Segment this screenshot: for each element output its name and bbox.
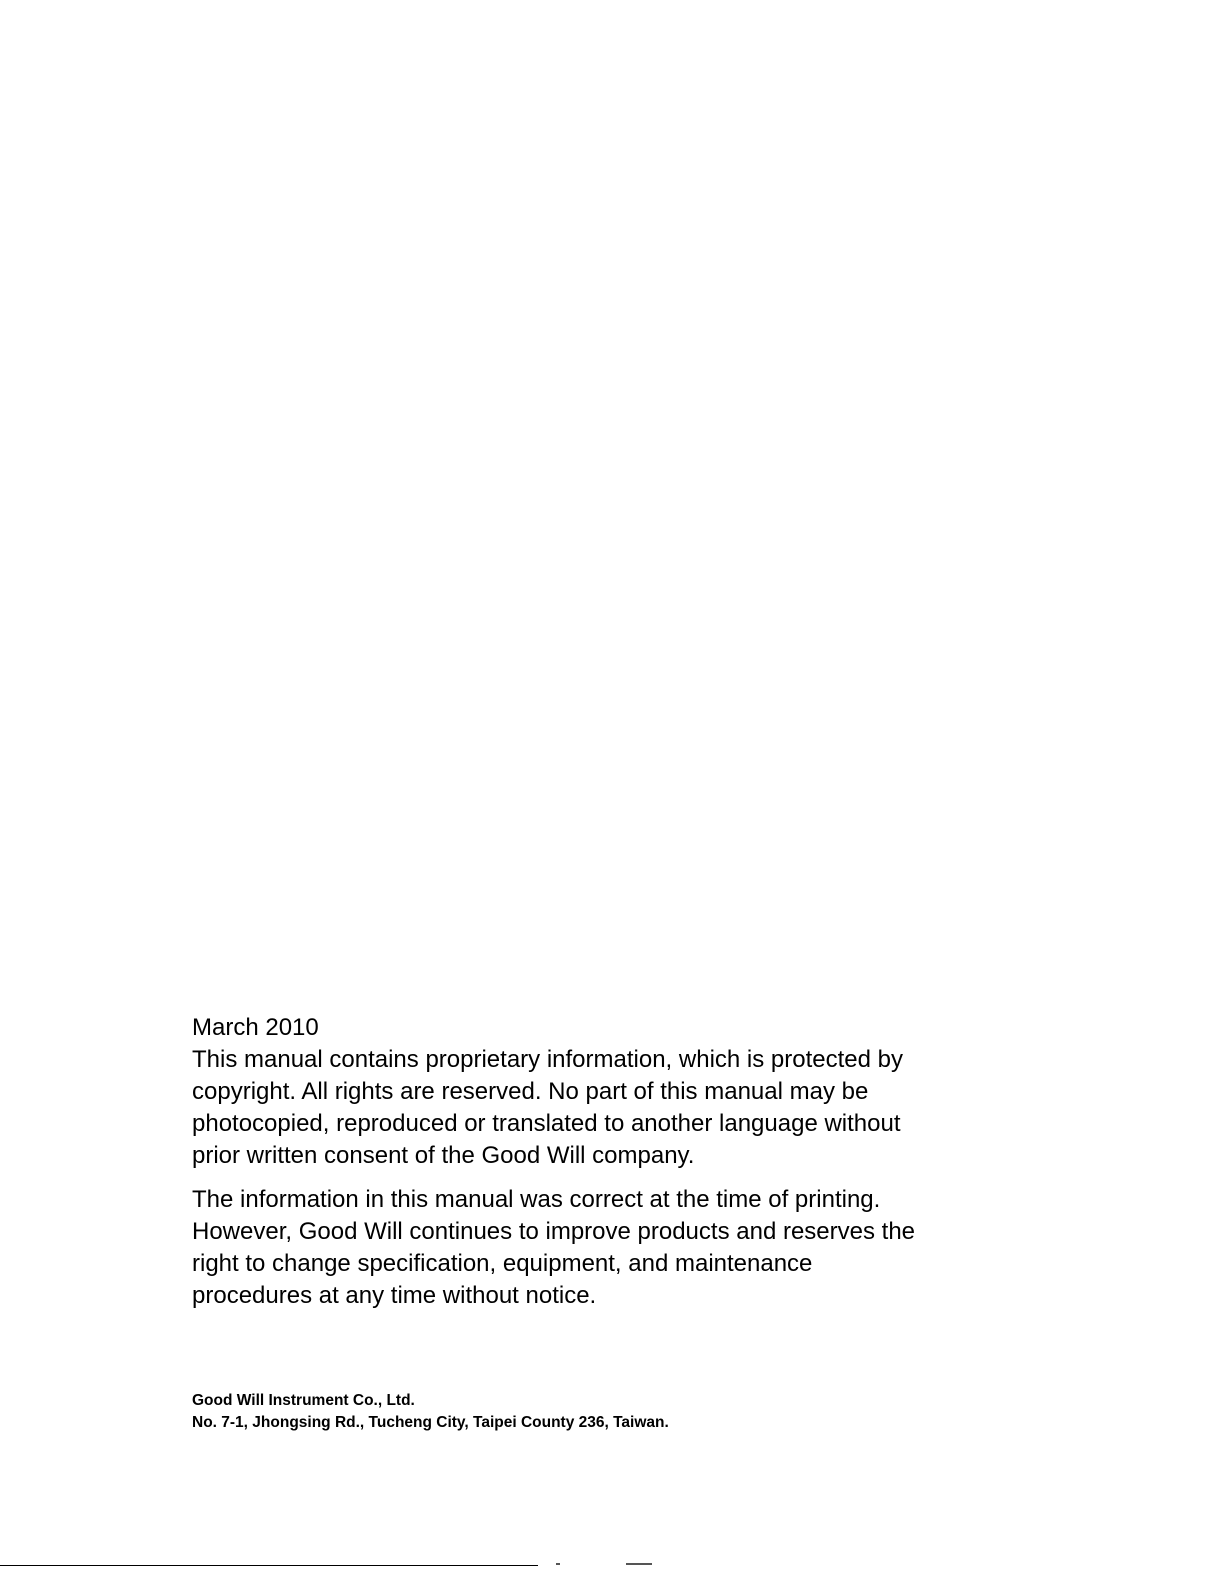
- paragraph-line: copyright. All rights are reserved. No part of this manual may be: [192, 1078, 869, 1105]
- company-name: Good Will Instrument Co., Ltd.: [192, 1392, 415, 1409]
- proprietary-paragraph: [192, 1044, 972, 1172]
- disclaimer-paragraph: [192, 1184, 972, 1312]
- paragraph-line: right to change specification, equipment, and maintenance: [192, 1250, 813, 1277]
- paragraph-line: However, Good Will continues to improve products and reserves the: [192, 1218, 916, 1245]
- paragraph-line: photocopied, reproduced or translated to another language without: [192, 1110, 901, 1137]
- footer-mark: [556, 1563, 560, 1565]
- company-address: No. 7-1, Jhongsing Rd., Tucheng City, Taipei County 236, Taiwan.: [192, 1414, 669, 1431]
- paragraph-line: prior written consent of the Good Will company.: [192, 1142, 695, 1169]
- paragraph-line: The information in this manual was correct at the time of printing.: [192, 1186, 881, 1213]
- paragraph-line: procedures at any time without notice.: [192, 1282, 597, 1309]
- copyright-notice: [192, 1012, 972, 1312]
- publication-date: March 2010: [192, 1014, 319, 1041]
- footer-divider: [0, 1565, 538, 1566]
- company-info: [192, 1390, 669, 1434]
- footer-mark: [626, 1563, 652, 1565]
- paragraph-line: This manual contains proprietary information, which is protected by: [192, 1046, 903, 1073]
